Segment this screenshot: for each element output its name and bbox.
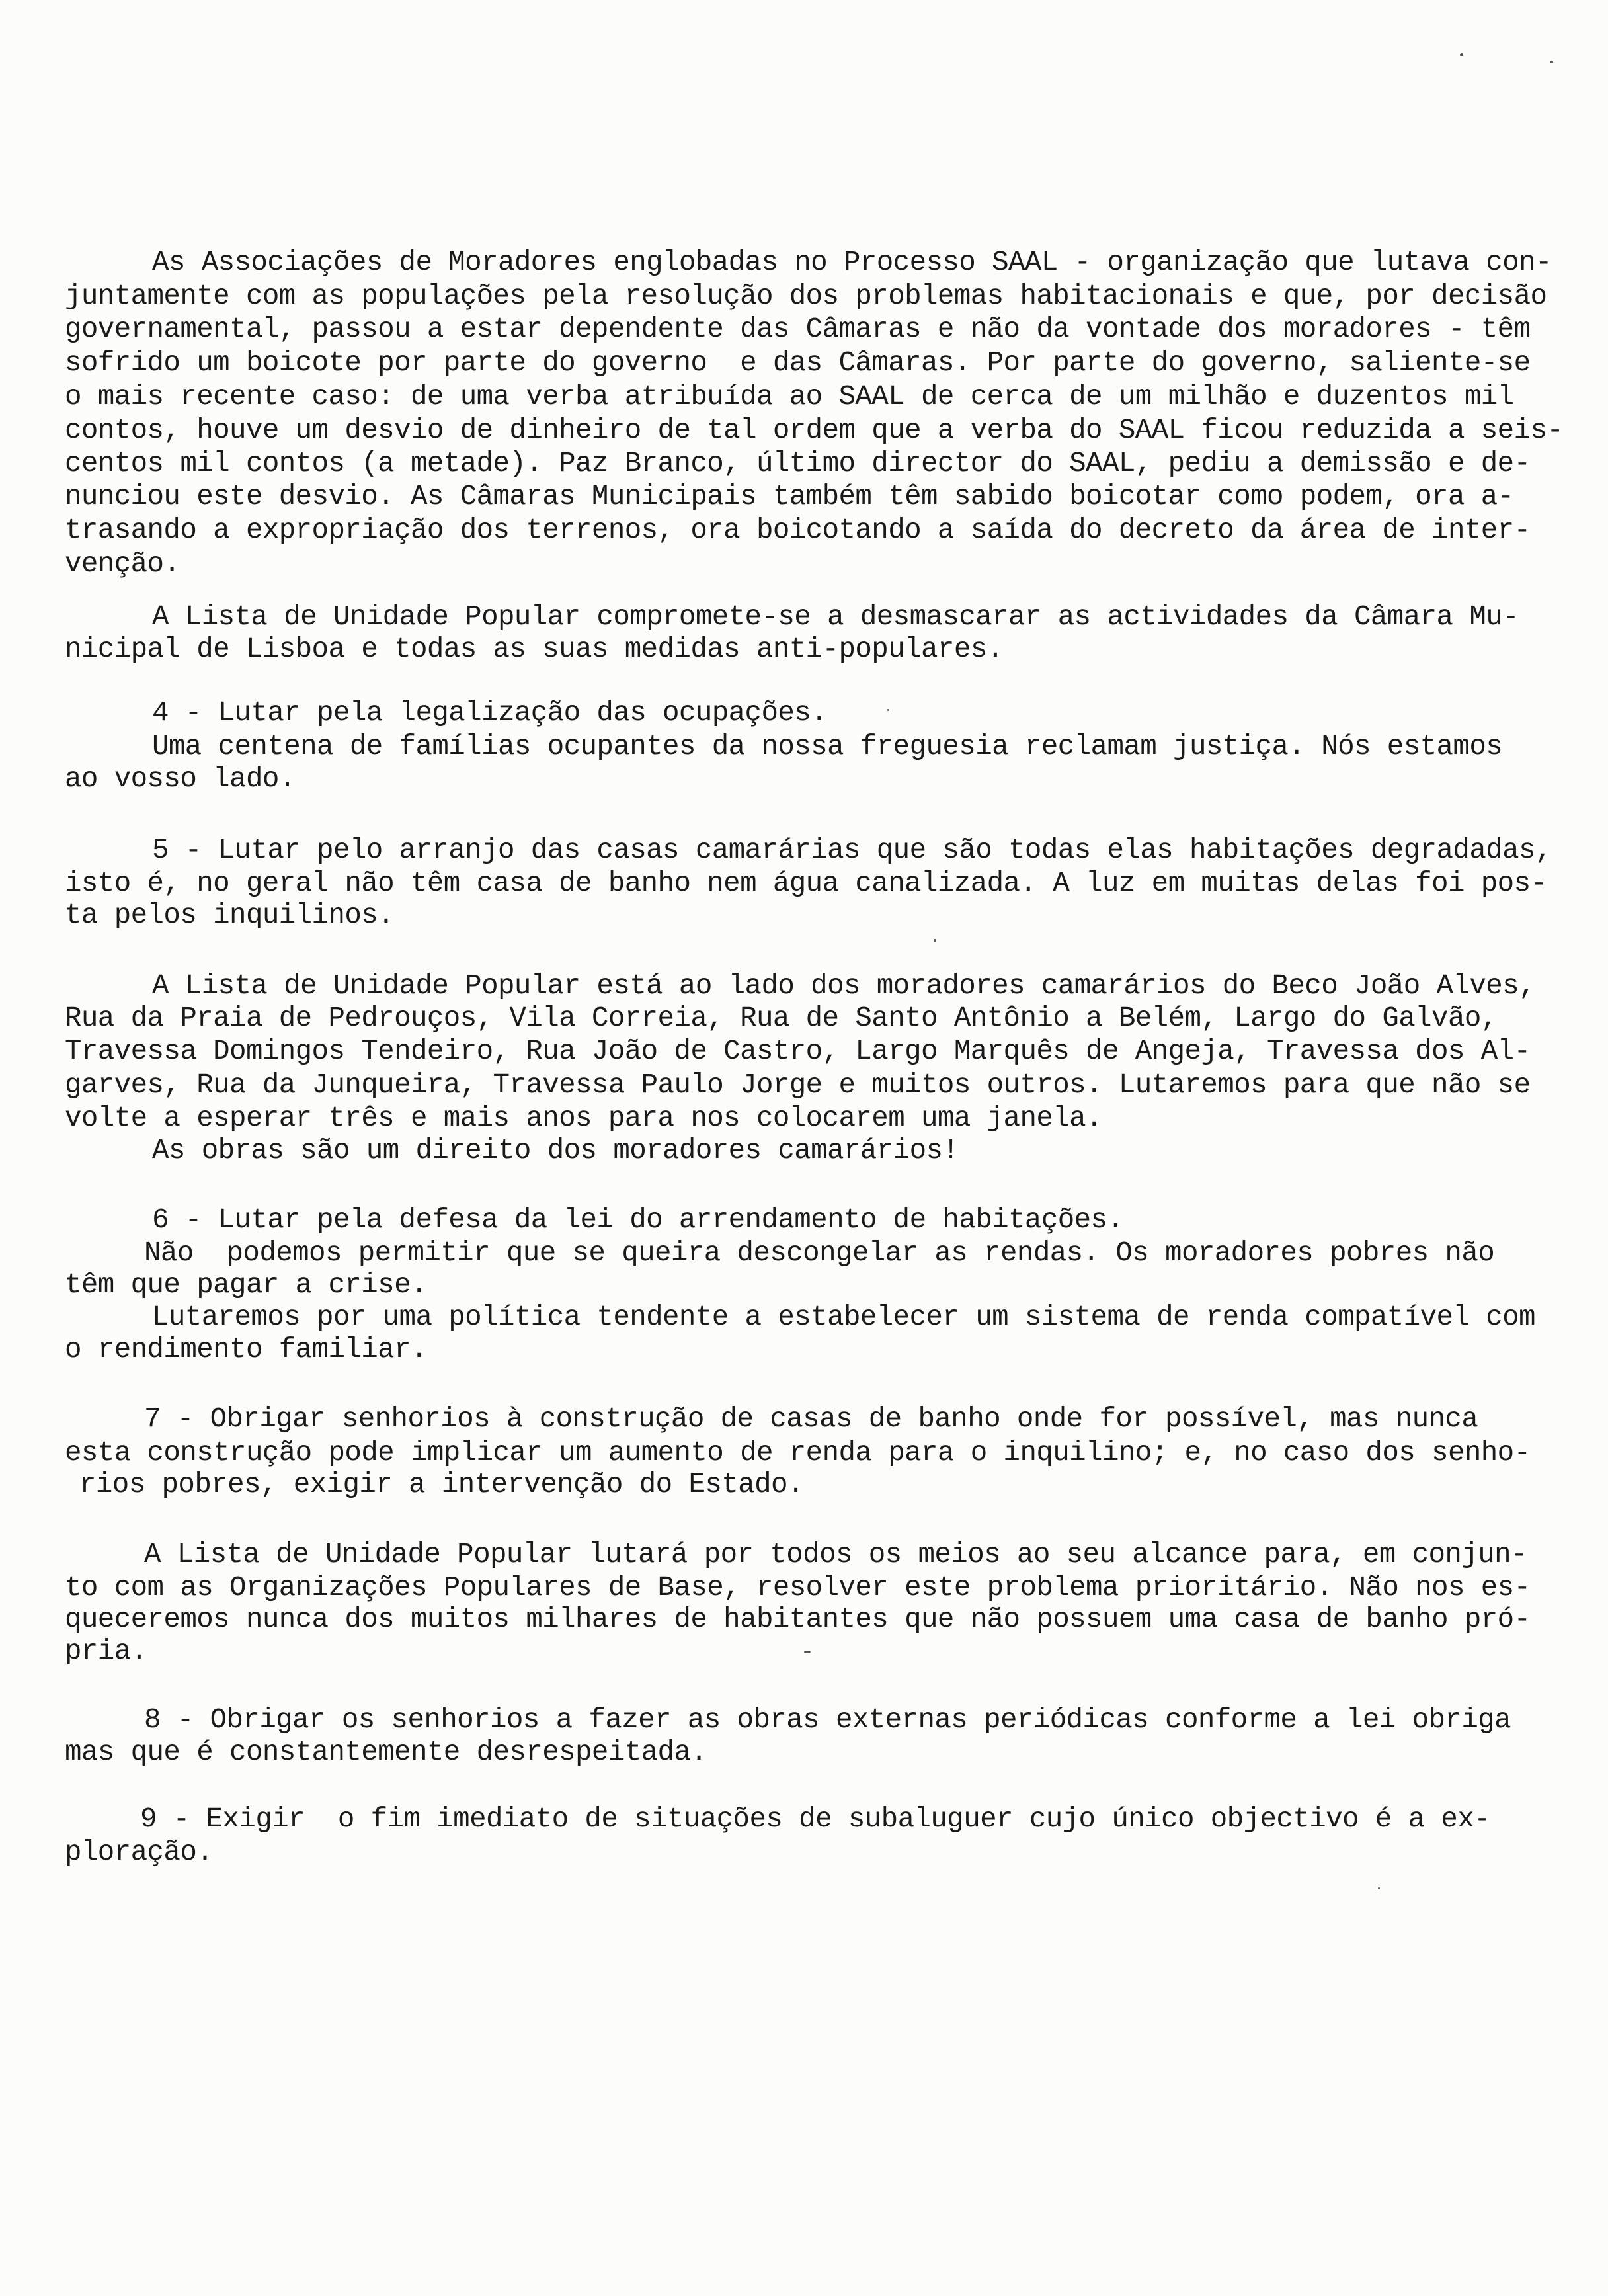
text-line: pria. xyxy=(65,1635,147,1667)
text-line: isto é, no geral não têm casa de banho nem água canalizada. A luz em muitas delas foi pos- xyxy=(65,868,1547,899)
text-line: centos mil contos (a metade). Paz Branco, último director do SAAL, pediu a demissão e de- xyxy=(65,448,1531,479)
text-line: As obras são um direito dos moradores camarários! xyxy=(152,1135,959,1167)
text-line: Rua da Praia de Pedrouços, Vila Correia, Rua de Santo Antônio a Belém, Largo do Galvão, xyxy=(65,1003,1498,1034)
item-heading: 9 - Exigir o fim imediato de situações de subaluguer cujo único objectivo é a ex- xyxy=(140,1803,1491,1835)
scan-speck xyxy=(1550,61,1553,63)
text-line: Uma centena de famílias ocupantes da nossa freguesia reclamam justiça. Nós estamos xyxy=(152,731,1503,762)
text-line: A Lista de Unidade Popular lutará por todos os meios ao seu alcance para, em conjun- xyxy=(144,1539,1527,1571)
text-line: governamental, passou a estar dependente das Câmaras e não da vontade dos moradores - têm xyxy=(65,313,1531,345)
scan-speck xyxy=(887,709,889,711)
text-line: Não podemos permitir que se queira descongelar as rendas. Os moradores pobres não xyxy=(144,1237,1495,1269)
text-line: volte a esperar três e mais anos para nos colocarem uma janela. xyxy=(65,1102,1102,1134)
item-heading: 6 - Lutar pela defesa da lei do arrendamento de habitações. xyxy=(152,1204,1124,1236)
text-line: nicipal de Lisboa e todas as suas medidas anti-populares. xyxy=(65,634,1004,665)
text-line: garves, Rua da Junqueira, Travessa Paulo Jorge e muitos outros. Lutaremos para que não se xyxy=(65,1069,1531,1101)
text-line: rios pobres, exigir a intervenção do Estado. xyxy=(79,1469,804,1500)
text-line: mas que é constantemente desrespeitada. xyxy=(65,1737,707,1768)
scan-speck xyxy=(934,939,936,942)
scan-speck xyxy=(1378,1887,1380,1889)
text-line: esta construção pode implicar um aumento de renda para o inquilino; e, no caso dos senho- xyxy=(65,1437,1531,1469)
text-line: Lutaremos por uma política tendente a estabelecer um sistema de renda compatível com xyxy=(152,1301,1535,1333)
item-heading: 5 - Lutar pelo arranjo das casas camarárias que são todas elas habitações degradadas, xyxy=(152,835,1552,866)
scan-speck xyxy=(804,1651,811,1653)
item-heading: 8 - Obrigar os senhorios a fazer as obras externas periódicas conforme a lei obriga xyxy=(144,1704,1511,1736)
text-line: A Lista de Unidade Popular compromete-se a desmascarar as actividades da Câmara Mu- xyxy=(152,601,1519,633)
text-line: trasando a expropriação dos terrenos, ora boicotando a saída do decreto da área de inter- xyxy=(65,514,1531,546)
item-heading: 4 - Lutar pela legalização das ocupações. xyxy=(152,697,828,729)
text-line: nunciou este desvio. As Câmaras Municipais também têm sabido boicotar como podem, ora a- xyxy=(65,481,1514,512)
text-line: venção. xyxy=(65,548,181,580)
text-line: têm que pagar a crise. xyxy=(65,1269,427,1301)
text-line: queceremos nunca dos muitos milhares de habitantes que não possuem uma casa de banho pró- xyxy=(65,1604,1531,1635)
text-line: sofrido um boicote por parte do governo e das Câmaras. Por parte do governo, saliente-se xyxy=(65,347,1531,379)
text-line: ta pelos inquilinos. xyxy=(65,899,395,931)
text-line: A Lista de Unidade Popular está ao lado dos moradores camarários do Beco João Alves, xyxy=(152,970,1535,1002)
text-line: As Associações de Moradores englobadas no Processo SAAL - organização que lutava con- xyxy=(152,247,1552,278)
text-line: Travessa Domingos Tendeiro, Rua João de Castro, Largo Marquês de Angeja, Travessa dos Al- xyxy=(65,1036,1531,1067)
text-line: o mais recente caso: de uma verba atribuída ao SAAL de cerca de um milhão e duzentos mil xyxy=(65,381,1514,413)
text-line: contos, houve um desvio de dinheiro de tal ordem que a verba do SAAL ficou reduzida a seis- xyxy=(65,415,1564,446)
text-line: ao vosso lado. xyxy=(65,763,296,795)
item-heading: 7 - Obrigar senhorios à construção de casas de banho onde for possível, mas nunca xyxy=(144,1403,1478,1435)
text-line: ploração. xyxy=(65,1836,214,1868)
scan-speck xyxy=(1460,53,1463,56)
text-line: o rendimento familiar. xyxy=(65,1334,427,1366)
text-line: juntamente com as populações pela resolução dos problemas habitacionais e que, por decisão xyxy=(65,280,1547,312)
text-line: to com as Organizações Populares de Base, resolver este problema prioritário. Não nos es- xyxy=(65,1572,1531,1604)
